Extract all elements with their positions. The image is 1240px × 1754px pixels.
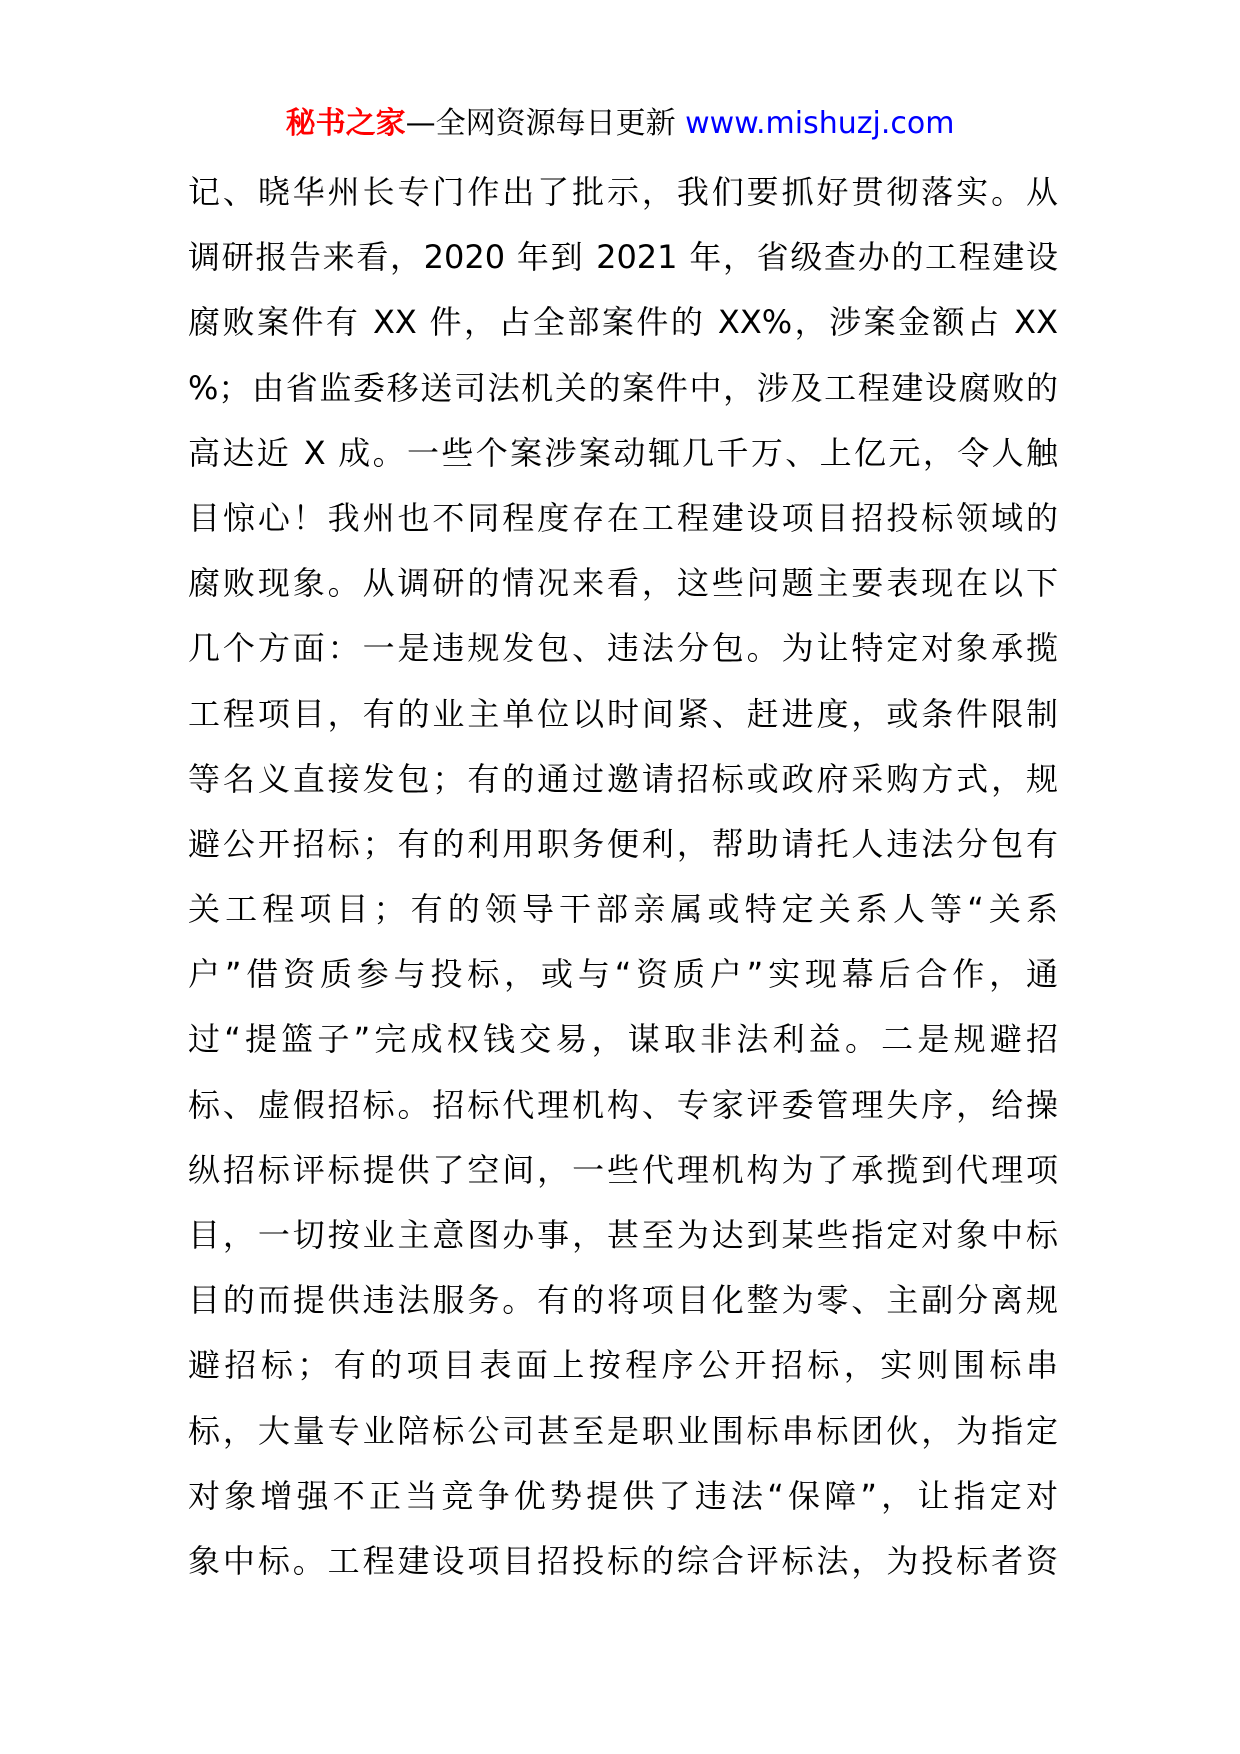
text-line: 目的而提供违法服务。有的将项目化整为零、主副分离规 (188, 1281, 1058, 1320)
text-line: 调研报告来看，2020 年到 2021 年，省级查办的工程建设 (188, 238, 1058, 277)
site-url-link[interactable]: www.mishuzj.com (685, 106, 955, 141)
text-line: 腐败现象。从调研的情况来看，这些问题主要表现在以下 (188, 564, 1058, 603)
text-line: 标、虚假招标。招标代理机构、专家评委管理失序，给操 (188, 1085, 1058, 1124)
text-line: 关工程项目；有的领导干部亲属或特定关系人等“关系 (188, 890, 1058, 929)
text-line: 避公开招标；有的利用职务便利，帮助请托人违法分包有 (188, 824, 1058, 863)
text-line: 标，大量专业陪标公司甚至是职业围标串标团伙，为指定 (188, 1411, 1058, 1450)
text-line: 象中标。工程建设项目招投标的综合评标法，为投标者资 (188, 1541, 1058, 1580)
text-line: 等名义直接发包；有的通过邀请招标或政府采购方式，规 (188, 759, 1058, 798)
text-line: 纵招标评标提供了空间，一些代理机构为了承揽到代理项 (188, 1150, 1058, 1189)
header-tagline: —全网资源每日更新 (405, 106, 686, 141)
text-line: 户”借资质参与投标，或与“资质户”实现幕后合作，通 (188, 955, 1058, 994)
text-line: 过“提篮子”完成权钱交易，谋取非法利益。二是规避招 (188, 1020, 1058, 1059)
document-body (188, 160, 1058, 1594)
text-line: 腐败案件有 XX 件，占全部案件的 XX%，涉案金额占 XX (188, 303, 1058, 342)
text-line: 工程项目，有的业主单位以时间紧、赶进度，或条件限制 (188, 694, 1058, 733)
site-header (0, 100, 1240, 148)
text-line: 目惊心！我州也不同程度存在工程建设项目招投标领域的 (188, 498, 1058, 537)
text-line: 避招标；有的项目表面上按程序公开招标，实则围标串 (188, 1346, 1058, 1385)
text-line: 高达近 X 成。一些个案涉案动辄几千万、上亿元，令人触 (188, 433, 1058, 472)
text-line: 几个方面：一是违规发包、违法分包。为让特定对象承揽 (188, 629, 1058, 668)
brand-name: 秘书之家 (285, 106, 406, 141)
text-line: 目，一切按业主意图办事，甚至为达到某些指定对象中标 (188, 1216, 1058, 1254)
text-line: %；由省监委移送司法机关的案件中，涉及工程建设腐败的 (188, 368, 1058, 407)
text-line: 记、晓华州长专门作出了批示，我们要抓好贯彻落实。从 (188, 173, 1058, 211)
text-line: 对象增强不正当竞争优势提供了违法“保障”，让指定对 (188, 1476, 1058, 1515)
